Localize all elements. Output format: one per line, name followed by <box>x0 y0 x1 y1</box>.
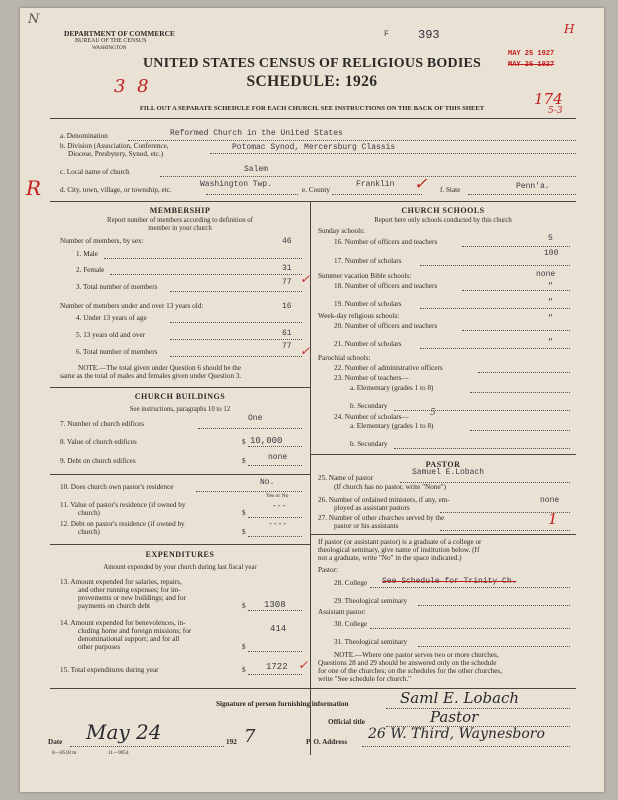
q23a-line <box>470 392 570 393</box>
q15-line <box>248 674 302 675</box>
q30-label: 30. College <box>334 620 368 628</box>
po-address-line <box>362 746 570 747</box>
bureau-name: BUREAU OF THE CENSUS <box>75 38 147 44</box>
membership-desc-2: member in your church <box>148 225 212 232</box>
q13-label-4: payments on church debt <box>78 602 151 610</box>
q15-label: 15. Total expenditures during year <box>60 666 159 674</box>
fill-instruction: FILL OUT A SEPARATE SCHEDULE FOR EACH CHURCH. SEE INSTRUCTIONS ON THE BACK OF THIS SHEET <box>139 105 485 112</box>
q1-label: 1. Male <box>76 250 98 258</box>
q16-value[interactable]: 5 <box>548 234 553 243</box>
q28-label: 28. College <box>334 579 368 587</box>
q22-label: 22. Number of administrative officers <box>334 364 443 372</box>
sunday-schools-label: Sunday schools: <box>318 227 365 235</box>
q6-check-mark: ✓ <box>300 344 311 358</box>
q25-value[interactable]: Samuel E.Lobach <box>412 468 485 477</box>
official-title-value[interactable]: Pastor <box>430 708 479 726</box>
expenditures-heading: EXPENDITURES <box>145 550 215 559</box>
county-check-mark: ✓ <box>414 174 428 193</box>
q1-value-above[interactable]: 46 <box>282 237 292 246</box>
date-label: Date <box>48 738 63 746</box>
q24a-line <box>470 430 570 431</box>
q13-label-3: provements or new buildings; and for <box>78 594 186 602</box>
census-schedule-sheet <box>20 8 604 792</box>
q10-line <box>196 491 302 492</box>
q7-line <box>198 428 302 429</box>
print-code: 8—8518 m <box>52 750 77 756</box>
q8-dollar: $ <box>242 438 246 446</box>
q23b-line <box>394 410 570 411</box>
q24-mark: 5 <box>430 408 436 418</box>
q24-label: 24. Number of scholars— <box>334 413 409 421</box>
q6-line <box>170 356 302 357</box>
pastor-top-rule <box>310 454 576 455</box>
q8-value[interactable]: 10,000 <box>250 436 283 446</box>
q30-line <box>370 628 570 629</box>
q15-check-mark: ✓ <box>298 658 309 672</box>
q3-check-mark: ✓ <box>300 272 311 286</box>
handwritten-number-left: 3 8 <box>114 76 152 97</box>
q18-label: 18. Number of officers and teachers <box>334 282 438 290</box>
q7-label: 7. Number of church edifices <box>60 420 145 428</box>
q26-label-2: ployed as assistant pastors <box>334 504 410 512</box>
q17-label: 17. Number of scholars <box>334 257 402 265</box>
q31-label: 31. Theological seminary <box>334 638 408 646</box>
q5-value[interactable]: 61 <box>282 329 292 338</box>
q28-value[interactable]: See Schedule for Trinity Ch. <box>382 577 517 586</box>
form-code: F <box>384 30 389 39</box>
q12-label: 12. Debt on pastor's residence (if owned by <box>60 520 185 528</box>
q29-line <box>418 605 570 606</box>
q26-value[interactable]: none <box>540 496 560 505</box>
schools-desc: Report here only schools conducted by this church <box>374 217 512 224</box>
city-line <box>206 194 298 195</box>
pastor-note-3: for one of the churches; on the schedules for the other churches, <box>318 667 503 675</box>
year-prefix: 192 <box>226 738 237 746</box>
q13-dollar: $ <box>242 602 246 610</box>
received-stamp-1: MAY 25 1927 <box>508 50 555 58</box>
expenditures-desc: Amount expended by your church during last fiscal year <box>103 564 257 571</box>
q5-line <box>170 339 302 340</box>
q27-label: 27. Number of other churches served by the <box>318 514 445 522</box>
local-name-label: c. Local name of church <box>60 168 130 176</box>
q23-label: 23. Number of teachers— <box>334 374 409 382</box>
handwritten-r-mark: R <box>26 176 42 200</box>
q23b-label: b. Secondary <box>350 402 388 410</box>
q9-label: 9. Debt on church edifices <box>60 457 136 465</box>
q9-value[interactable]: none <box>268 453 288 462</box>
q25-label: 25. Name of pastor <box>318 474 374 482</box>
q12-line <box>248 536 302 537</box>
q15-dollar: $ <box>242 666 246 674</box>
corner-mark-left: N <box>28 12 40 27</box>
corner-mark-right: H <box>564 22 575 36</box>
date-line <box>70 746 224 747</box>
q3-value[interactable]: 77 <box>282 278 292 287</box>
assistant-pastor-label: Assistant pastor: <box>318 608 366 616</box>
q17-line <box>420 265 570 266</box>
q1-line <box>104 258 302 259</box>
q18-ditto: " <box>548 282 553 291</box>
denomination-line <box>128 140 576 141</box>
q4-line <box>170 322 302 323</box>
q12-dollar: $ <box>242 528 246 536</box>
q16-label: 16. Number of officers and teachers <box>334 238 438 246</box>
buildings-desc: See instructions, paragraphs 10 to 12 <box>129 406 231 413</box>
q13-line <box>248 610 302 611</box>
q18-value[interactable]: none <box>536 270 556 279</box>
q14-label-1: 14. Amount expended for benevolences, in- <box>60 619 186 627</box>
q16-line <box>462 246 570 247</box>
q15-value[interactable]: 1722 <box>266 662 288 672</box>
state-value[interactable]: Penn'a. <box>516 182 550 191</box>
q8-label: 8. Value of church edifices <box>60 438 137 446</box>
signature-label: Signature of person furnishing information <box>216 700 349 708</box>
year-value[interactable]: 7 <box>244 726 256 747</box>
section-top-rule <box>50 201 576 202</box>
q7-value[interactable]: One <box>248 414 263 423</box>
city-label: d. City, town, village, or township, etc. <box>60 186 172 194</box>
q31-line <box>418 646 570 647</box>
q8-line <box>248 446 302 447</box>
pastor-heading: PASTOR <box>425 460 461 469</box>
document-subtitle: SCHEDULE: 1926 <box>246 73 378 90</box>
membership-heading: MEMBERSHIP <box>149 206 211 215</box>
membership-desc: Report number of members according to definition of <box>107 217 253 224</box>
q27-line <box>440 530 570 531</box>
q3-label: 3. Total number of members <box>76 283 158 291</box>
q2-value[interactable]: 31 <box>282 264 292 273</box>
q6-label: 6. Total number of members <box>76 348 158 356</box>
q10-label: 10. Does church own pastor's residence <box>60 483 174 491</box>
q25-hint: (If church has no pastor, write "None") <box>334 483 446 491</box>
pastor-sub-label: Pastor: <box>318 566 338 574</box>
column-divider <box>310 201 311 755</box>
q21-value[interactable]: " <box>548 338 553 347</box>
q11-value[interactable]: --- <box>272 502 287 511</box>
header-rule <box>50 118 576 119</box>
q4-label: 4. Under 13 years of age <box>76 314 147 322</box>
membership-note: NOTE.—The total given under Question 6 should be the <box>78 364 242 372</box>
graduate-note-3: not a graduate, write "No" in the space indicated.) <box>318 554 462 562</box>
q29-label: 29. Theological seminary <box>334 597 408 605</box>
q13-label-1: 13. Amount expended for salaries, repairs, <box>60 578 182 586</box>
pastor-note-4: write "See schedule for church." <box>318 675 412 683</box>
handwritten-number-right-2: 5-3 <box>548 106 563 116</box>
weekday-schools-label: Week-day religious schools: <box>318 312 400 320</box>
q20-label: 20. Number of officers and teachers <box>334 322 438 330</box>
q14-label-3: denominational support; and for all <box>78 635 180 643</box>
q26-label: 26. Number of ordained ministers, if any, em- <box>318 496 450 504</box>
county-label: e. County <box>302 186 330 194</box>
q20-value[interactable]: " <box>548 314 553 323</box>
age-label: Number of members under and over 13 years old: <box>60 302 204 310</box>
yes-no-hint: Yes or No <box>266 493 289 499</box>
q3-line <box>170 291 302 292</box>
city-value[interactable]: Washington Twp. <box>200 180 273 189</box>
county-value[interactable]: Franklin <box>356 180 395 189</box>
buildings-heading: CHURCH BUILDINGS <box>134 392 226 401</box>
q19-label: 19. Number of scholars <box>334 300 402 308</box>
handwritten-number-right: 174 <box>534 90 563 108</box>
members-by-sex-label: Number of members, by sex: <box>60 237 144 245</box>
summer-schools-label: Summer vacation Bible schools: <box>318 272 412 280</box>
document-title: UNITED STATES CENSUS OF RELIGIOUS BODIES <box>142 56 481 71</box>
division-label-2: Diocese, Presbytery, Synod, etc.) <box>68 150 164 158</box>
q24a-label: a. Elementary (grades 1 to 8) <box>350 422 434 430</box>
q12-label-2: church) <box>78 528 100 536</box>
date-value[interactable]: May 24 <box>86 720 162 744</box>
q19-value[interactable]: " <box>548 298 553 307</box>
q6-value[interactable]: 77 <box>282 342 292 351</box>
parochial-schools-label: Parochial schools: <box>318 354 371 362</box>
pastor-note-1: NOTE.—Where one pastor serves two or more churches, <box>334 651 499 659</box>
bureau-city: WASHINGTON <box>92 45 127 51</box>
local-name-line <box>160 176 576 177</box>
graduate-rule <box>310 534 576 535</box>
division-label: b. Division (Association, Conference, <box>60 142 169 150</box>
po-address-value[interactable]: 26 W. Third, Waynesboro <box>368 726 545 742</box>
denomination-value[interactable]: Reformed Church in the United States <box>170 129 343 138</box>
q24b-label: b. Secondary <box>350 440 388 448</box>
q19-line <box>420 308 570 309</box>
q14-dollar: $ <box>242 643 246 651</box>
state-label: f. State <box>440 186 461 194</box>
form-number: 393 <box>418 28 440 42</box>
q22-line <box>478 372 570 373</box>
buildings-top-rule <box>50 387 310 388</box>
q13-label-2: and other running expenses; for im- <box>78 586 181 594</box>
official-title-label: Official title <box>328 718 365 726</box>
q11-dollar: $ <box>242 509 246 517</box>
q23a-label: a. Elementary (grades 1 to 8) <box>350 384 434 392</box>
age-value[interactable]: 16 <box>282 302 292 311</box>
schools-heading: CHURCH SCHOOLS <box>401 206 485 215</box>
q14-label-4: other purposes <box>78 643 121 651</box>
received-stamp-2: MAY 26 1927 <box>508 61 555 69</box>
q2-label: 2. Female <box>76 266 105 274</box>
print-code-2: 11—9054 <box>108 750 129 756</box>
q24b-line <box>394 448 570 449</box>
q14-label-2: cluding home and foreign missions; for <box>78 627 192 635</box>
membership-note-2: same as the total of males and females given under Question 3. <box>60 372 242 380</box>
q11-line <box>248 517 302 518</box>
q10-value[interactable]: No. <box>260 478 275 487</box>
pastor-note-2: Questions 28 and 29 should be answered only on the schedule <box>318 659 497 667</box>
q27-label-2: pastor or his assistants <box>334 522 399 530</box>
q28-line <box>370 587 570 588</box>
q21-line <box>420 348 570 349</box>
po-address-label: P. O. Address <box>306 738 348 746</box>
q11-label: 11. Value of pastor's residence (if owned by <box>60 501 186 509</box>
q2-line <box>110 274 302 275</box>
local-name-value[interactable]: Salem <box>244 165 269 174</box>
q20-line <box>462 330 570 331</box>
division-line <box>210 153 576 154</box>
pastor-residence-rule <box>50 474 310 475</box>
graduate-note-1: If pastor (or assistant pastor) is a graduate of a college or <box>318 538 482 546</box>
expenditures-top-rule <box>50 544 310 545</box>
division-value[interactable]: Potomac Synod, Mercersburg Classis <box>232 143 396 152</box>
q12-value[interactable]: ---- <box>268 520 288 529</box>
graduate-note-2: theological seminary, give name of institution below. (If <box>318 546 480 554</box>
q13-value[interactable]: 1308 <box>264 600 286 610</box>
q11-label-2: church) <box>78 509 100 517</box>
q9-line <box>248 465 302 466</box>
q14-line <box>248 651 302 652</box>
q18-line <box>462 290 570 291</box>
q5-label: 5. 13 years old and over <box>76 331 146 339</box>
q27-value[interactable]: 1 <box>548 510 558 528</box>
q21-label: 21. Number of scholars <box>334 340 402 348</box>
denomination-label: a. Denomination <box>60 132 108 140</box>
q14-value[interactable]: 414 <box>270 624 287 634</box>
q9-dollar: $ <box>242 457 246 465</box>
county-line <box>332 194 422 195</box>
state-line <box>468 194 576 195</box>
q17-value[interactable]: 100 <box>544 249 559 258</box>
department-name: DEPARTMENT OF COMMERCE <box>64 29 175 38</box>
signature-value[interactable]: Saml E. Lobach <box>400 689 520 707</box>
